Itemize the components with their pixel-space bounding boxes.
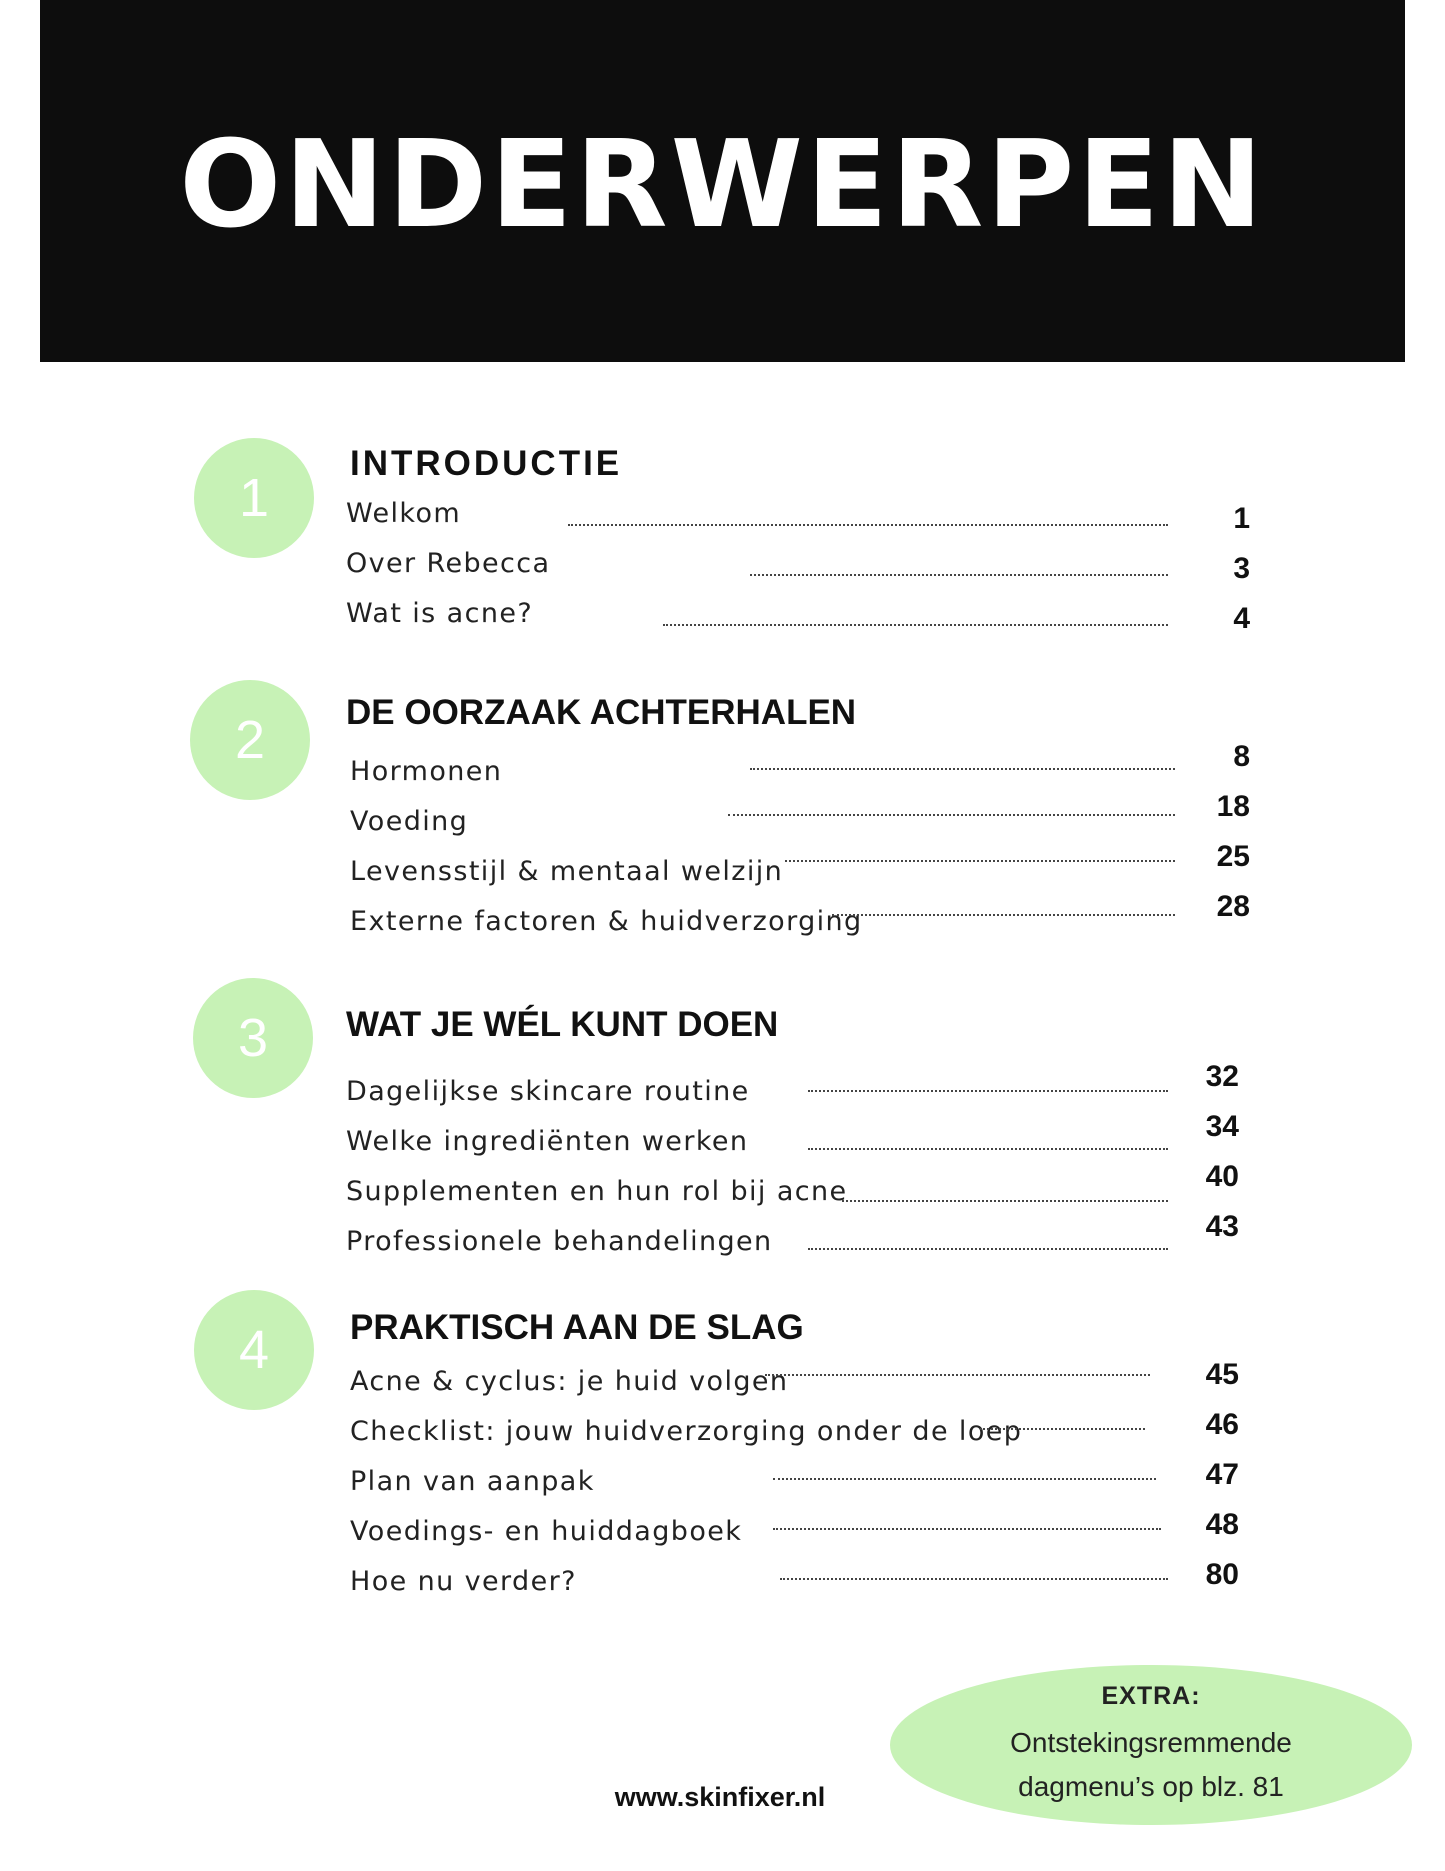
dot-leader [750, 768, 1175, 770]
dot-leader [663, 624, 1168, 626]
toc-entry-label: Hormonen [350, 756, 503, 787]
section-title: PRAKTISCH AAN DE SLAG [350, 1308, 804, 1347]
website-link[interactable]: www.skinfixer.nl [614, 1782, 826, 1812]
toc-entry-label: Dagelijkse skincare routine [346, 1076, 750, 1107]
toc-entry-label: Externe factoren & huidverzorging [350, 906, 863, 937]
toc-entry-page: 18 [1216, 790, 1250, 823]
toc-entry-page: 80 [1205, 1558, 1239, 1591]
toc-entry-label: Supplementen en hun rol bij acne [346, 1176, 848, 1207]
dot-leader [750, 574, 1168, 576]
toc-entry-page: 45 [1205, 1358, 1239, 1391]
extra-line-1: Ontstekingsremmende [1010, 1727, 1292, 1759]
toc-entry-page: 48 [1205, 1508, 1239, 1541]
toc-entry-label: Voeding [350, 806, 469, 837]
section-number: 3 [237, 1008, 269, 1068]
toc-entry-label: Welke ingrediënten werken [346, 1126, 749, 1157]
toc-entry[interactable] [0, 890, 1445, 946]
dot-leader [785, 860, 1175, 862]
toc-entry-page: 8 [1233, 740, 1250, 773]
toc-entry[interactable] [0, 1408, 1445, 1456]
dot-leader [765, 1374, 1150, 1376]
toc-entry-page: 3 [1233, 552, 1250, 585]
dot-leader [842, 1200, 1168, 1202]
dot-leader [808, 1090, 1168, 1092]
section-number: 4 [238, 1320, 270, 1380]
extra-title: EXTRA: [1101, 1682, 1201, 1711]
toc-entry-page: 4 [1233, 602, 1250, 635]
toc-entry-label: Wat is acne? [346, 598, 534, 629]
toc-entry-label: Voedings- en huiddagboek [350, 1516, 743, 1547]
toc-entry-label: Acne & cyclus: je huid volgen [350, 1366, 789, 1397]
dot-leader [773, 1478, 1156, 1480]
toc-entry[interactable] [0, 1558, 1445, 1606]
toc-entry-page: 40 [1205, 1160, 1239, 1193]
toc-entry-page: 34 [1205, 1110, 1239, 1143]
section-number: 1 [238, 468, 270, 528]
toc-entry-page: 32 [1205, 1060, 1239, 1093]
dot-leader [808, 1148, 1168, 1150]
section-number: 2 [234, 710, 266, 770]
section-title: INTRODUCTIE [350, 444, 623, 483]
toc-entry-label: Checklist: jouw huidverzorging onder de loep [350, 1416, 1023, 1447]
toc-entry-label: Plan van aanpak [350, 1466, 595, 1497]
toc-entry-label: Welkom [346, 498, 462, 529]
toc-entry-page: 1 [1233, 502, 1250, 535]
dot-leader [728, 814, 1175, 816]
dot-leader [808, 1248, 1168, 1250]
toc-entry[interactable] [0, 1358, 1445, 1406]
extra-line-2: dagmenu’s op blz. 81 [1018, 1770, 1284, 1802]
toc-entry[interactable] [0, 1508, 1445, 1556]
toc-entry-label: Professionele behandelingen [346, 1226, 773, 1257]
toc-entry-page: 28 [1216, 890, 1250, 923]
dot-leader [780, 1578, 1168, 1580]
page-title: ONDERWERPEN [179, 116, 1266, 255]
toc-entry-page: 25 [1216, 840, 1250, 873]
header-banner [40, 0, 1405, 362]
toc-entry[interactable] [0, 1210, 1445, 1266]
toc-entry-label: Over Rebecca [346, 548, 551, 579]
dot-leader [832, 914, 1175, 916]
dot-leader [980, 1428, 1145, 1430]
toc-entry-page: 46 [1205, 1408, 1239, 1441]
section-title: DE OORZAAK ACHTERHALEN [346, 693, 857, 732]
section-title: WAT JE WÉL KUNT DOEN [346, 1005, 779, 1044]
dot-leader [773, 1528, 1161, 1530]
toc-entry-label: Hoe nu verder? [350, 1566, 577, 1597]
toc-entry[interactable] [0, 548, 1445, 588]
toc-entry[interactable] [0, 598, 1445, 638]
toc-entry[interactable] [0, 1458, 1445, 1506]
toc-entry-label: Levensstijl & mentaal welzijn [350, 856, 784, 887]
dot-leader [568, 524, 1168, 526]
toc-entry[interactable] [0, 498, 1445, 538]
toc-entry-page: 47 [1205, 1458, 1239, 1491]
toc-entry-page: 43 [1205, 1210, 1239, 1243]
